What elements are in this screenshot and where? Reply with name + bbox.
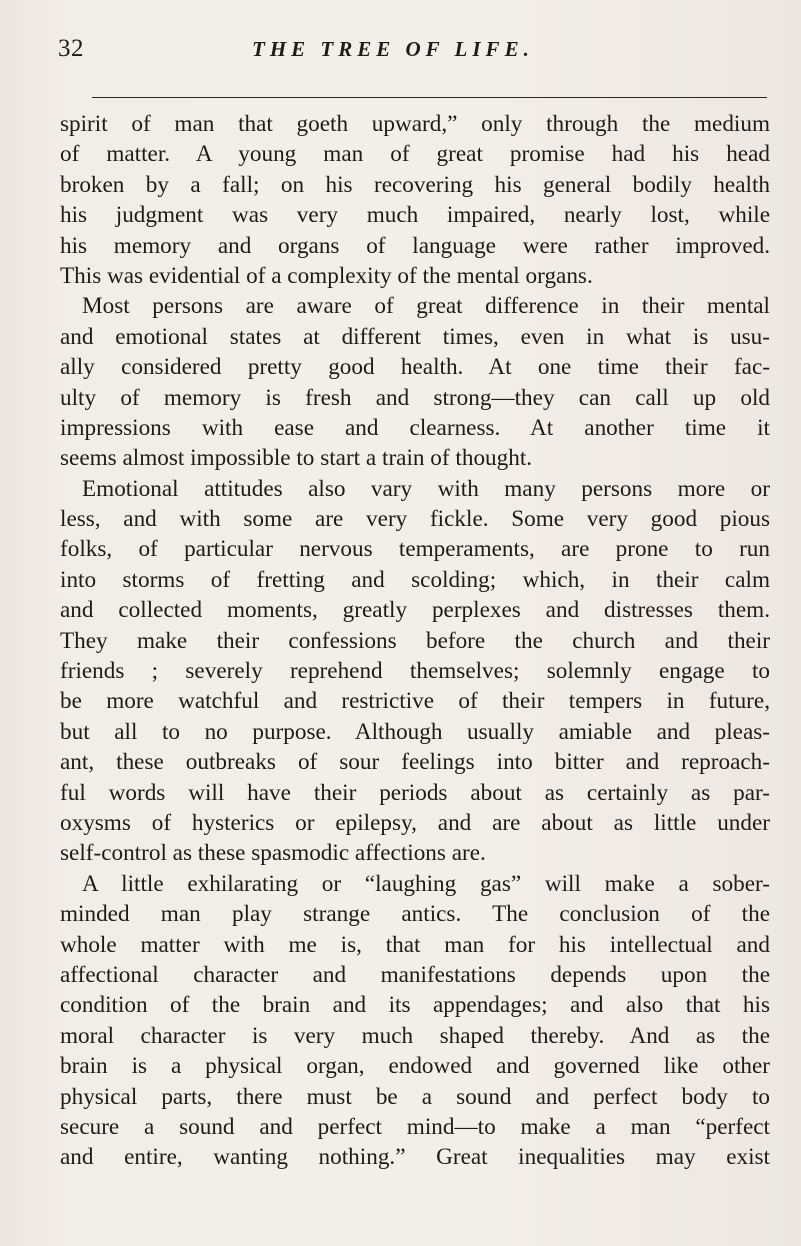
text-line: whole matter with me is, that man for his intellectual and	[60, 931, 770, 958]
text-line: affectional character and manifestations depends upon the	[60, 961, 770, 988]
text-line: and entire, wanting nothing.” Great inequalities may exist	[60, 1144, 770, 1171]
text-line: into storms of fretting and scolding; which, in their calm	[60, 566, 770, 593]
text-line: impressions with ease and clearness. At another time it	[60, 414, 770, 441]
text-line: moral character is very much shaped thereby. And as the	[60, 1022, 770, 1049]
text-line: self-control as these spasmodic affections are.	[60, 840, 486, 867]
text-line: ally considered pretty good health. At one time their fac-	[60, 354, 770, 381]
text-line: spirit of man that goeth upward,” only through the medium	[60, 111, 770, 137]
text-line: ful words will have their periods about as certainly as par-	[60, 779, 770, 806]
text-line: minded man play strange antics. The conclusion of the	[60, 901, 770, 928]
text-line: but all to no purpose. Although usually amiable and pleas-	[60, 718, 770, 745]
text-line: seems almost impossible to start a train of thought.	[60, 445, 533, 472]
text-line: his judgment was very much impaired, nearly lost, while	[60, 202, 770, 229]
text-line: friends ; severely reprehend themselves; solemnly engage to	[60, 658, 770, 685]
header-rule	[92, 97, 767, 98]
text-line: brain is a physical organ, endowed and governed like other	[60, 1053, 770, 1080]
text-line: secure a sound and perfect mind—to make a man “perfect	[60, 1113, 770, 1140]
text-line: less, and with some are very fickle. Some very good pious	[60, 506, 770, 533]
text-line: and emotional states at different times, even in what is usu-	[60, 323, 770, 350]
text-line: his memory and organs of language were rather improved.	[60, 232, 770, 259]
body-text	[60, 109, 770, 1173]
text-line: condition of the brain and its appendages; and also that his	[60, 992, 770, 1019]
running-head	[0, 30, 801, 70]
text-line: of matter. A young man of great promise had his head	[60, 141, 770, 168]
text-line: This was evidential of a complexity of the mental organs.	[60, 262, 593, 289]
text-line: Most persons are aware of great difference in their mental	[82, 293, 770, 320]
text-line: folks, of particular nervous temperaments, are prone to run	[60, 536, 770, 563]
text-line: oxysms of hysterics or epilepsy, and are about as little under	[60, 809, 770, 836]
text-line: and collected moments, greatly perplexes and distresses them.	[60, 597, 770, 624]
text-line: physical parts, there must be a sound and perfect body to	[60, 1083, 770, 1110]
text-line: ant, these outbreaks of sour feelings into bitter and reproach-	[60, 749, 770, 776]
text-line: broken by a fall; on his recovering his general bodily health	[60, 171, 770, 198]
text-line: A little exhilarating or “laughing gas” will make a sober-	[82, 870, 770, 897]
text-line: be more watchful and restrictive of their tempers in future,	[60, 688, 770, 715]
text-line: ulty of memory is fresh and strong—they can call up old	[60, 384, 770, 411]
page-number: 32	[58, 35, 84, 62]
text-line: Emotional attitudes also vary with many persons more or	[82, 475, 770, 502]
text-line: They make their confessions before the church and their	[60, 627, 770, 654]
running-title: THE TREE OF LIFE.	[252, 37, 534, 61]
